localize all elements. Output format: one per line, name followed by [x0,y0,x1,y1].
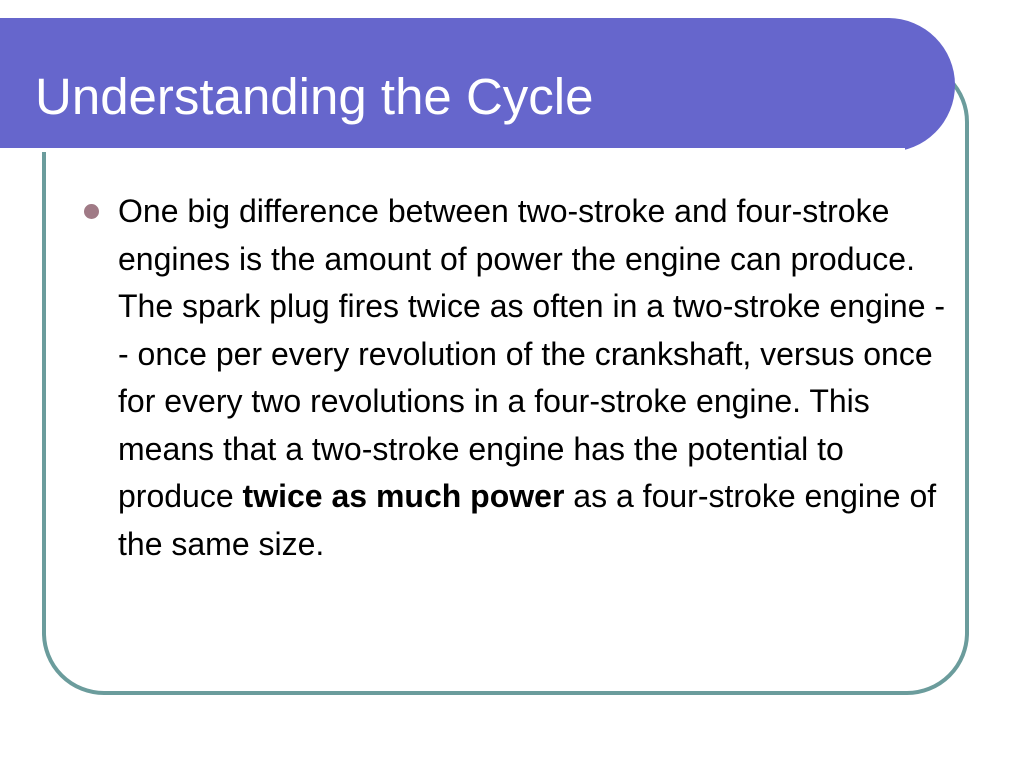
bullet-item [118,188,948,568]
slide-title: Understanding the Cycle [35,68,594,125]
bullet-text-bold: twice as much power [242,478,565,514]
bullet-text [118,193,945,562]
bullet-text-before: One big difference between two-stroke and four-stroke engines is the amount of power the engine can produce. The spark plug fires twice as often in a two-stroke engine -- once per every revolution of the crankshaft, versus once for every two revolutions in a four-stroke engine. This means that a two-stroke engine has the potential to produce [118,193,946,514]
bullet-text-after: as a four-stroke engine of the same size. [118,478,937,562]
title-underline [0,148,905,152]
bullet-list [118,188,948,568]
bullet-dot-icon [84,204,99,219]
title-banner [0,18,955,152]
